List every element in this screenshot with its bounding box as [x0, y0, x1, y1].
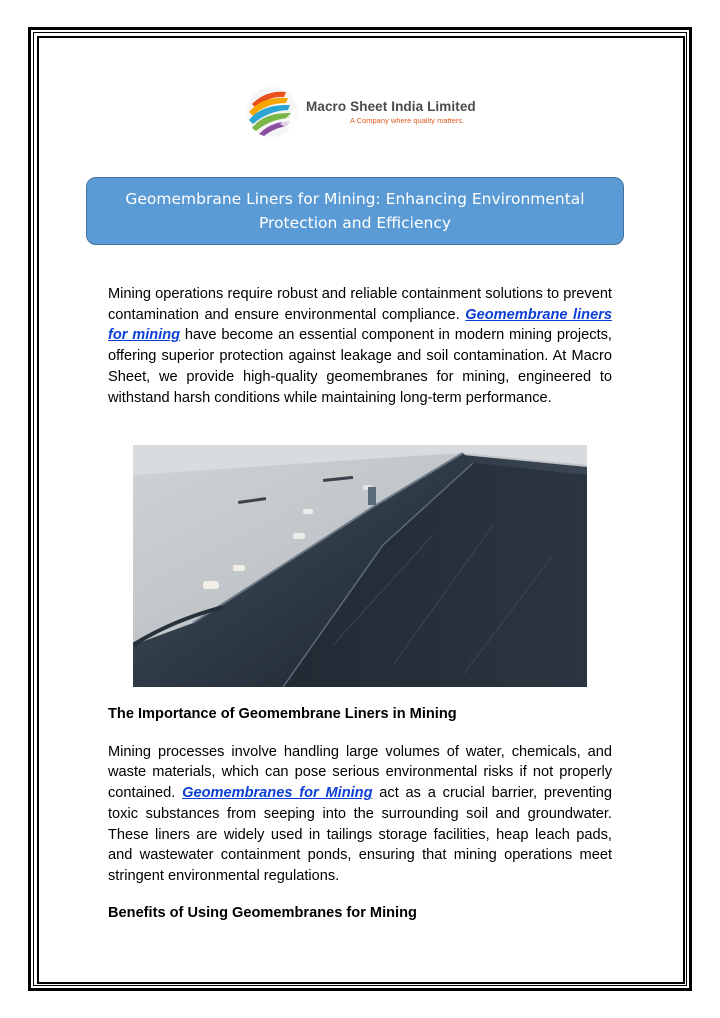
section-benefits — [108, 903, 612, 924]
intro-text-before-link: Mining operations require robust and reliable containment solutions to prevent contamination and ensure environmental compliance. — [108, 286, 612, 323]
logo-company-name: Macro Sheet India Limited — [306, 99, 476, 114]
intro-text-after-link: have become an essential component in modern mining projects, offering superior protection against leakage and soil contamination. At Macro Sheet, we provide high-quality geomembranes for mining, engineered to withstand harsh conditions while maintaining long-term performance. — [108, 327, 612, 406]
geomembrane-liners-link[interactable]: Geomembrane liners for mining — [108, 306, 612, 344]
intro-paragraph — [108, 284, 612, 408]
importance-text-before-link: Mining processes involve handling large volumes of water, chemicals, and waste materials, which can pose serious environmental risks if not properly contained. — [108, 743, 612, 802]
section-heading-importance: The Importance of Geomembrane Liners in Mining — [108, 706, 457, 722]
geomembranes-for-mining-link[interactable]: Geomembranes for Mining — [182, 785, 373, 802]
logo-tagline: A Company where quality matters. — [350, 115, 465, 125]
intro-paragraph-block — [108, 284, 612, 408]
geomembrane-liner-photo — [133, 445, 587, 687]
document-title: Geomembrane Liners for Mining: Enhancing Environmental Protection and Efficiency — [125, 190, 585, 232]
logo-emblem-icon — [244, 84, 302, 140]
importance-text-after-link: act as a crucial barrier, preventing toxic substances from seeping into the surrounding soil and groundwater. These liners are widely used in tailings storage facilities, heap leach pads, and wastewater containment ponds, ensuring that mining operations meet stringent environmental regulations. — [108, 785, 612, 884]
document-title-banner — [86, 177, 624, 245]
importance-paragraph — [108, 742, 612, 887]
section-heading-benefits: Benefits of Using Geomembranes for Mining — [108, 905, 417, 921]
company-logo — [244, 84, 484, 140]
section-importance — [108, 704, 612, 887]
